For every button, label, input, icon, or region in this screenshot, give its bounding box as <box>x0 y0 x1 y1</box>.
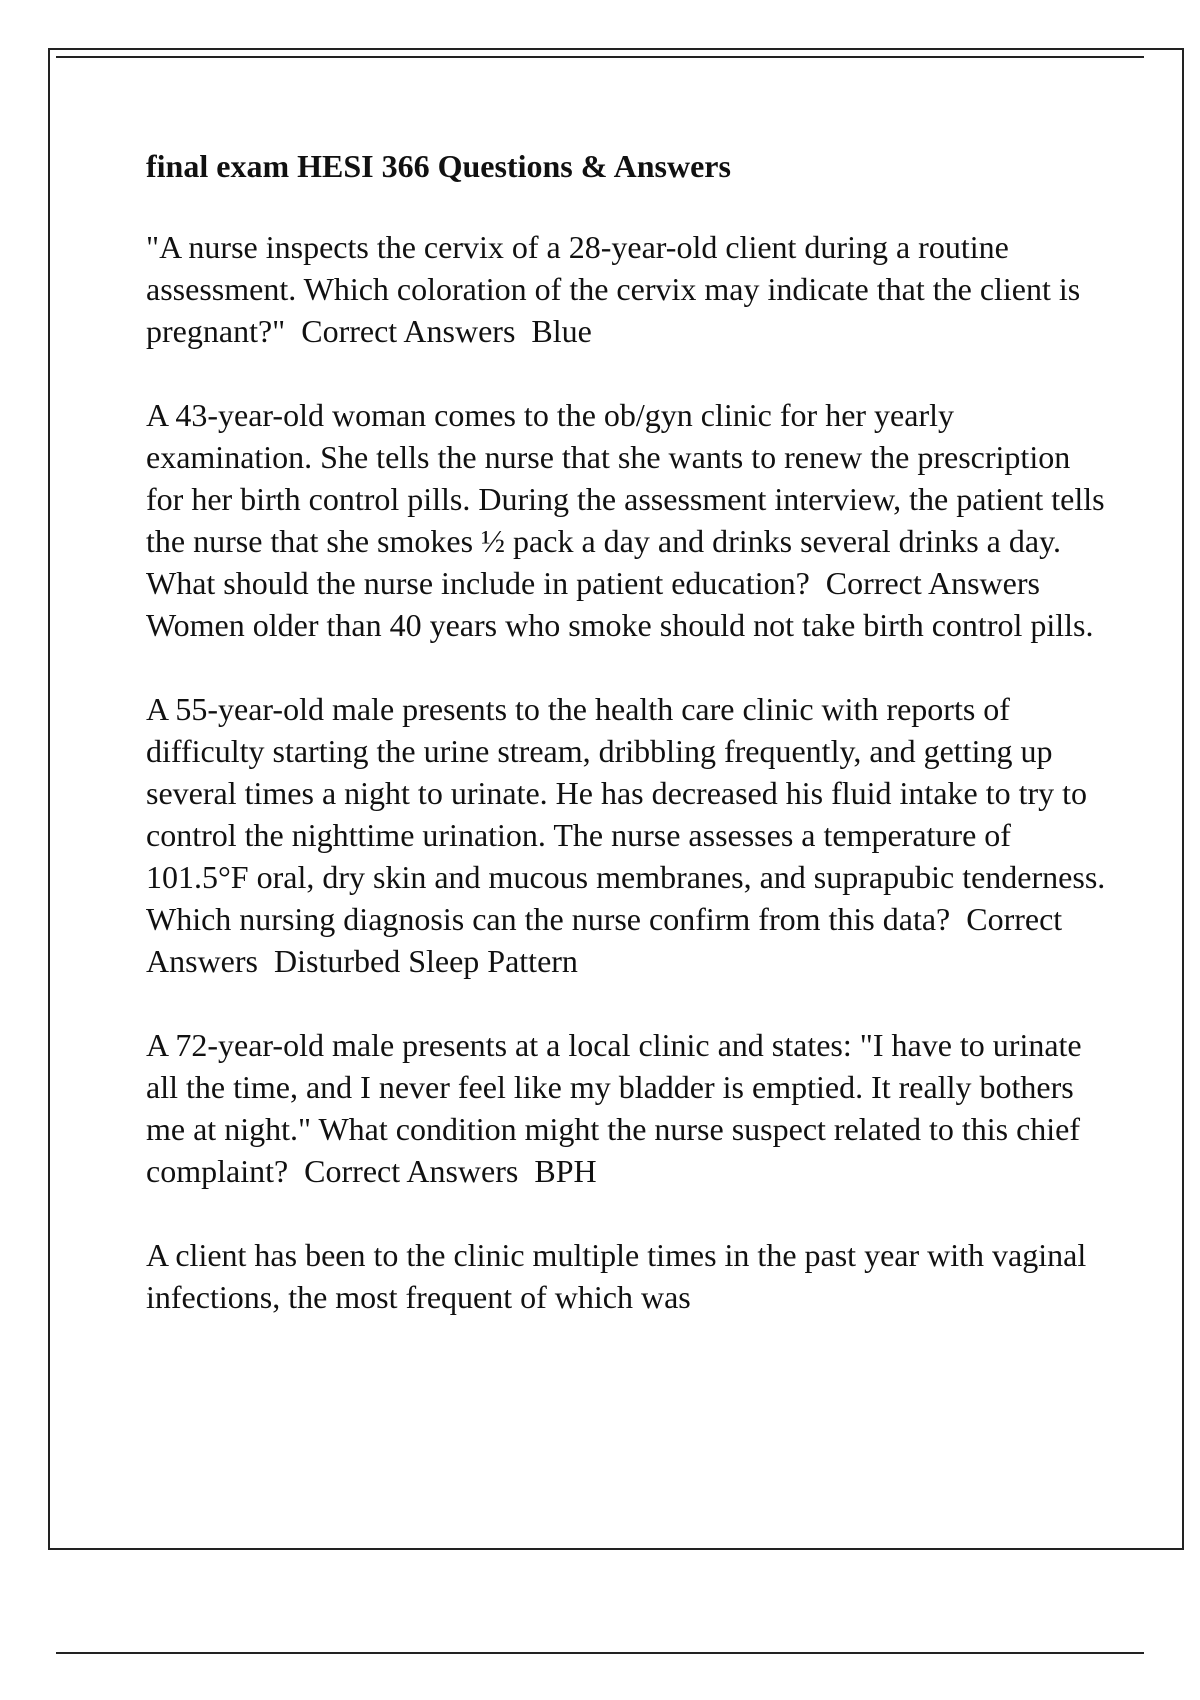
answer-text: Women older than 40 years who smoke should not take birth control pills. <box>146 607 1094 643</box>
question-text: A 55-year-old male presents to the health care clinic with reports of difficulty starting the urine stream, dribbling frequently, and getting up several times a night to urinate. He has decreased his fluid intake to try to control the nighttime urination. The nurse assesses a temperature of 101.5°F oral, dry skin and mucous membranes, and suprapubic tenderness. Which nursing diagnosis can the nurse confirm from this data? <box>146 691 1113 937</box>
answer-text: Disturbed Sleep Pattern <box>273 943 578 979</box>
qa-item <box>146 688 1113 982</box>
qa-item <box>146 394 1113 646</box>
answer-label: Correct Answers <box>301 313 516 349</box>
qa-item <box>146 226 1106 352</box>
question-text: "A nurse inspects the cervix of a 28-year-old client during a routine assessment. Which coloration of the cervix may indicate that the client is pregnant?" <box>146 229 1089 349</box>
bottom-divider <box>56 1652 1144 1654</box>
question-text: A 43-year-old woman comes to the ob/gyn clinic for her yearly examination. She tells the nurse that she wants to renew the prescription for her birth control pills. During the assessment interview, the patient tells the nurse that she smokes ½ pack a day and drinks several drinks a day. What should the nurse include in patient education? <box>146 397 1113 601</box>
answer-text: BPH <box>534 1153 597 1189</box>
question-text: A client has been to the clinic multiple times in the past year with vaginal infections, the most frequent of which was <box>146 1237 1095 1315</box>
answer-label: Correct Answers <box>146 901 1069 979</box>
qa-item <box>146 1024 1106 1192</box>
qa-item <box>146 1234 1106 1318</box>
question-text: A 72-year-old male presents at a local clinic and states: "I have to urinate all the time, and I never feel like my bladder is emptied. It really bothers me at night." What condition might the nurse suspect related to this chief complaint? <box>146 1027 1090 1189</box>
answer-text: Blue <box>531 313 592 349</box>
document-title: final exam HESI 366 Questions & Answers <box>146 148 731 184</box>
answer-label: Correct Answers <box>825 565 1040 601</box>
top-divider <box>56 56 1144 58</box>
answer-label: Correct Answers <box>304 1153 519 1189</box>
document-body <box>146 146 1113 1360</box>
